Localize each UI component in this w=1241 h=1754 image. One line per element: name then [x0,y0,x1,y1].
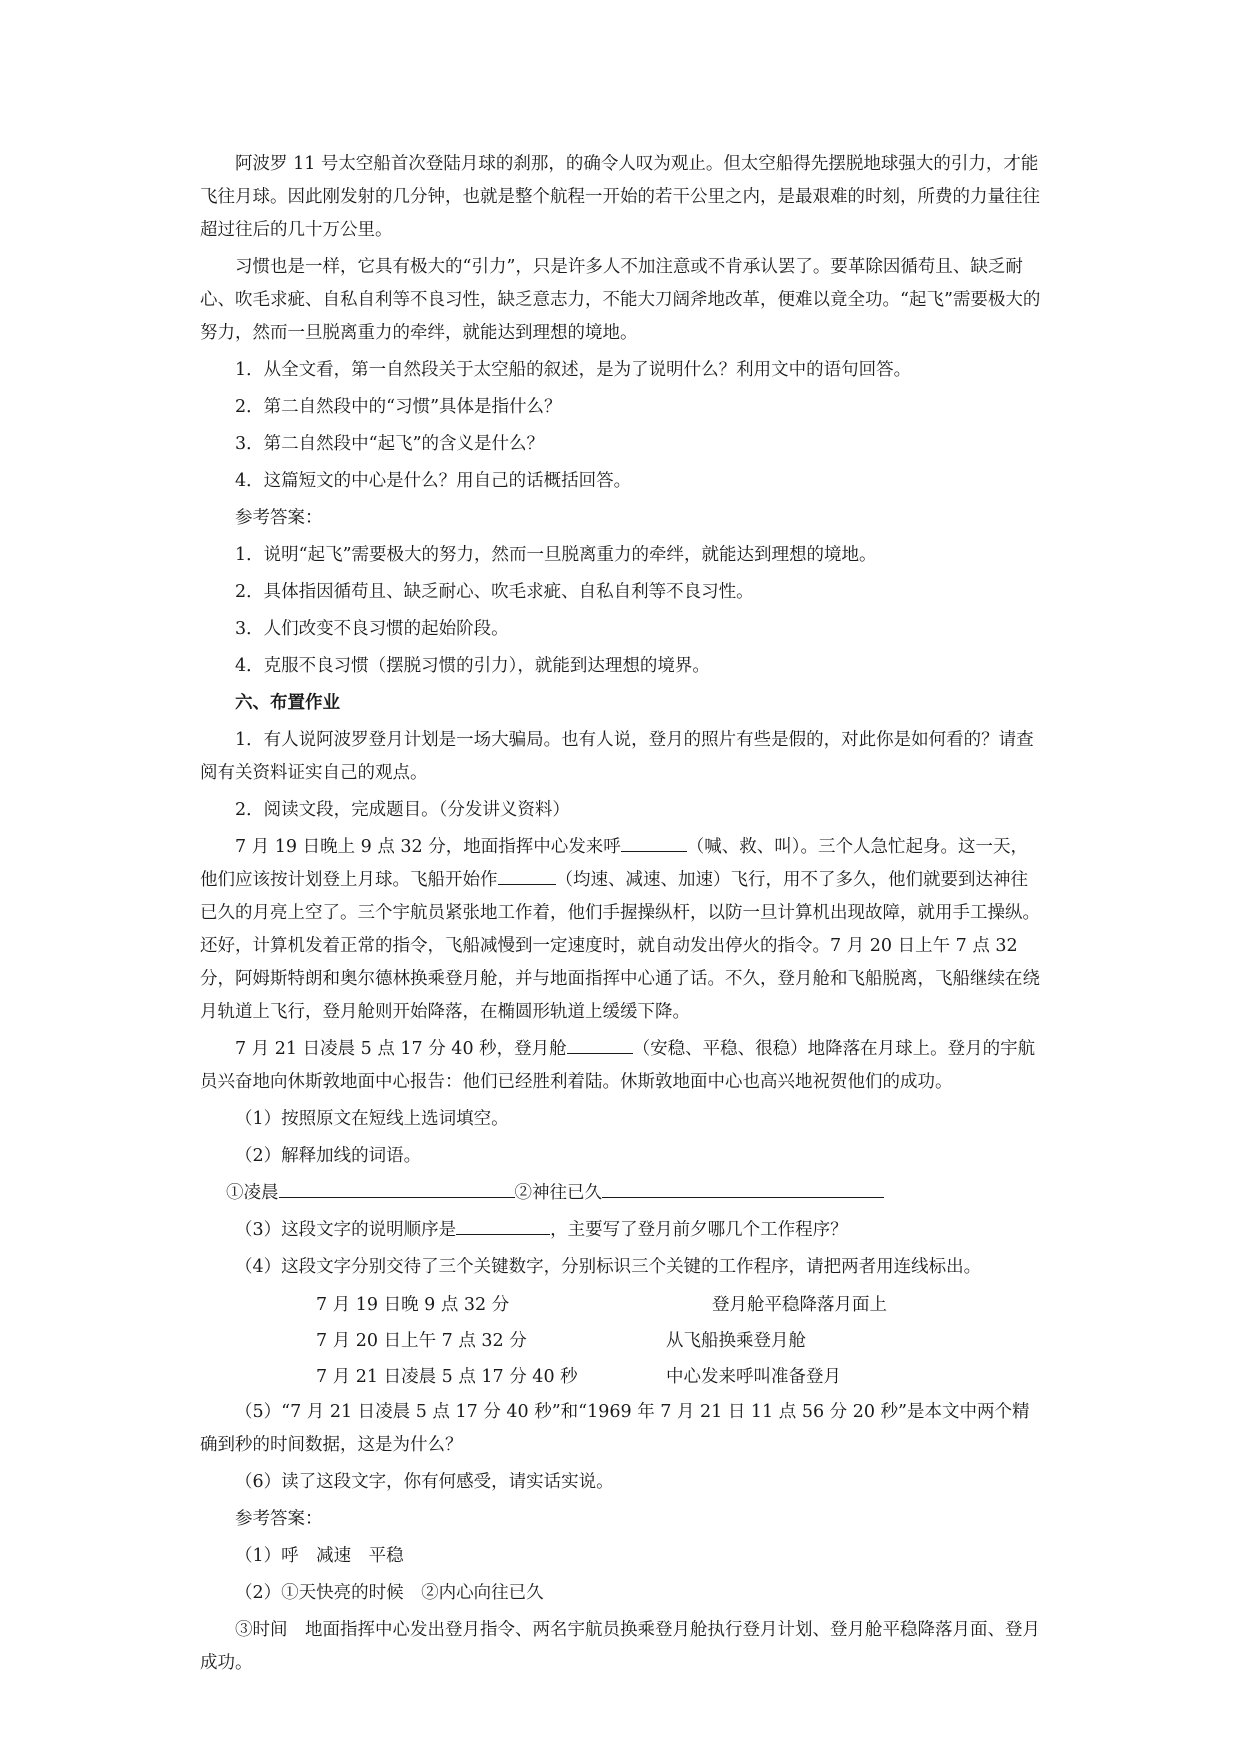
fill-blank [567,1034,633,1054]
matching-time: 7 月 19 日晚 9 点 32 分 [316,1295,510,1315]
sub-question-1: （1）按照原文在短线上选词填空。 [235,1109,509,1129]
paragraph-2: 习惯也是一样，它具有极大的“引力”，只是许多人不加注意或不肯承认罢了。要革除因循苟且、缺乏耐心、吹毛求疵、自私自利等不良习性，缺乏意志力，不能大刀阔斧地改革，便难以竟全功。“起飞”需要极大的努力，然而一旦脱离重力的牵绊，就能达到理想的境地。 [200,257,1041,343]
fill-blank [279,1178,515,1198]
matching-row [200,1324,1041,1358]
passage-paragraph-1 [200,831,1041,1029]
fill-blank [456,1215,550,1235]
answer-heading-1: 参考答案： [235,508,323,528]
sub-question-6: （6）读了这段文字，你有何感受，请实话实说。 [235,1472,614,1492]
sub-question-3 [200,1214,1041,1247]
passage-text: （安稳、平稳、很稳）地降落在月球上。登月的宇航员兴奋地向休斯敦地面中心报告：他们已经胜利着陆。休斯敦地面中心也高兴地祝贺他们的成功。 [200,1039,1036,1092]
answer-line-1: （1）呼 减速 平稳 [235,1546,404,1566]
fill-blank [498,865,556,885]
matching-time: 7 月 20 日上午 7 点 32 分 [316,1331,527,1351]
sub-question-2: （2）解释加线的词语。 [235,1146,422,1166]
sub-question-text: （3）这段文字的说明顺序是 [235,1220,457,1240]
matching-row [200,1288,1041,1322]
term-label: ①凌晨 [226,1183,279,1203]
sub-question-2-blanks [200,1177,1041,1210]
matching-time: 7 月 21 日凌晨 5 点 17 分 40 秒 [316,1367,578,1387]
sub-question-4: （4）这段文字分别交待了三个关键数字，分别标识三个关键的工作程序，请把两者用连线标出。 [235,1257,982,1277]
passage-paragraph-2 [200,1033,1041,1099]
passage-text: 7 月 21 日凌晨 5 点 17 分 40 秒，登月舱 [235,1039,567,1059]
matching-event: 中心发来呼叫准备登月 [666,1367,841,1387]
answer-heading-2: 参考答案： [235,1509,323,1529]
question-4: 4．这篇短文的中心是什么？用自己的话概括回答。 [235,471,632,491]
passage-text: （均速、减速、加速）飞行，用不了多久，他们就要到达神往已久的月亮上空了。三个宇航员紧张地工作着，他们手握操纵杆，以防一旦计算机出现故障，就用手工操纵。还好，计算机发着正常的指令，飞船减慢到一定速度时，就自动发出停火的指令。7 月 20 日上午 7 点 32 分，阿姆斯特朗和奥尔德林换乘登月舱，并与地面指挥中心通了话。不久，登月舱和飞船脱离，飞船继续在绕月轨道上飞行，登月舱则开始降落，在椭圆形轨道上缓缓下降。 [200,870,1040,1022]
section-heading: 六、布置作业 [235,693,340,713]
sub-question-text: ，主要写了登月前夕哪几个工作程序？ [550,1220,848,1240]
answer-1: 1．说明“起飞”需要极大的努力，然而一旦脱离重力的牵绊，就能达到理想的境地。 [235,545,877,565]
answer-line-3: ③时间 地面指挥中心发出登月指令、两名宇航员换乘登月舱执行登月计划、登月舱平稳降落月面、登月成功。 [200,1620,1040,1673]
fill-blank [602,1178,884,1198]
answer-2: 2．具体指因循苟且、缺乏耐心、吹毛求疵、自私自利等不良习性。 [235,582,754,602]
answer-line-2: （2）①天快亮的时候 ②内心向往已久 [235,1583,544,1603]
homework-2: 2．阅读文段，完成题目。（分发讲义资料） [235,800,570,820]
question-1: 1．从全文看，第一自然段关于太空船的叙述，是为了说明什么？利用文中的语句回答。 [235,360,912,380]
sub-question-5: （5）“7 月 21 日凌晨 5 点 17 分 40 秒”和“1969 年 7 月 21 日 11 点 56 分 20 秒”是本文中两个精确到秒的时间数据，这是为什么？ [200,1402,1030,1455]
passage-text: 7 月 19 日晚上 9 点 32 分，地面指挥中心发来呼 [235,837,621,857]
matching-event: 从飞船换乘登月舱 [666,1331,806,1351]
question-2: 2．第二自然段中的“习惯”具体是指什么？ [235,397,562,417]
passage-text: （喊、救、叫）。三个人急忙起身。这一天，他们应该按计划登上月球。飞船开始作 [200,837,1028,890]
answer-3: 3．人们改变不良习惯的起始阶段。 [235,619,509,639]
homework-1: 1．有人说阿波罗登月计划是一场大骗局。也有人说，登月的照片有些是假的，对此你是如何看的？请查阅有关资料证实自己的观点。 [200,730,1034,783]
question-3: 3．第二自然段中“起飞”的含义是什么？ [235,434,545,454]
paragraph-1: 阿波罗 11 号太空船首次登陆月球的刹那，的确令人叹为观止。但太空船得先摆脱地球强大的引力，才能飞往月球。因此刚发射的几分钟，也就是整个航程一开始的若干公里之内，是最艰难的时刻，所费的力量往往超过往后的几十万公里。 [200,154,1040,240]
answer-4: 4．克服不良习惯（摆脱习惯的引力），就能到达理想的境界。 [235,656,710,676]
matching-row [200,1360,1041,1394]
fill-blank [621,832,687,852]
matching-event: 登月舱平稳降落月面上 [712,1295,887,1315]
term-label: ②神往已久 [514,1183,602,1203]
